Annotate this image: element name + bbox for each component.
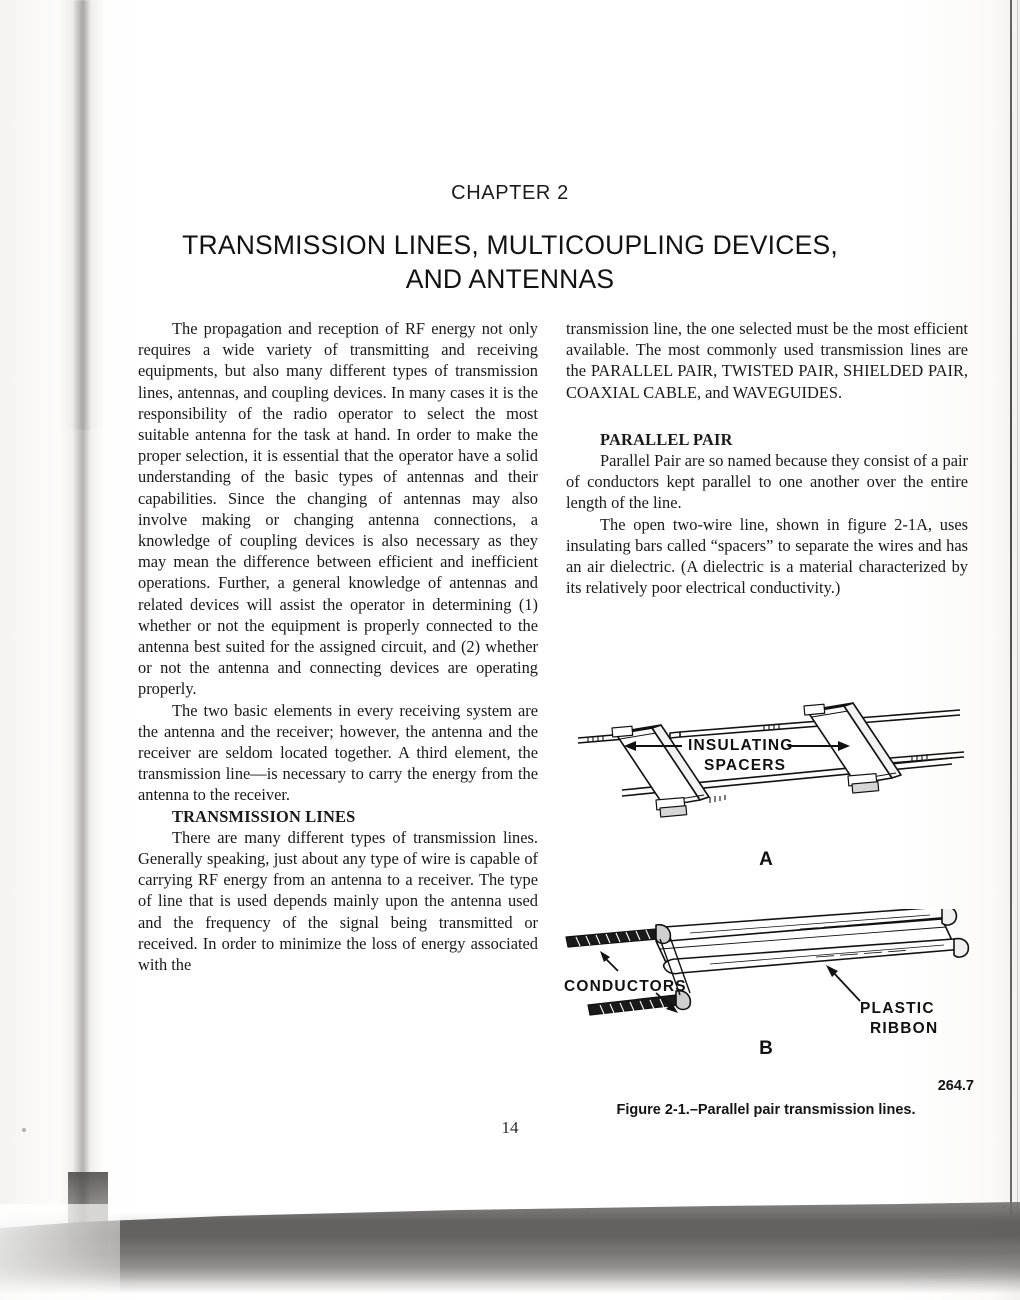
left-paragraph-1: The propagation and reception of RF energy not only requires a wide variety of transmitting and receiving equipments, but also many different types of transmission lines, antennas, and coupling devices. In many cases it is the responsibility of the radio operator to select the most suitable antenna for the task at hand. In order to make the proper selection, it is essential that the operator have a solid understanding of the basic types of antennas and their capabilities. Since the changing of antennas may also involve making or changing antenna connections, a knowledge of coupling devices is also necessary as they may mean the difference between efficient and inefficient operations. Further, a general knowledge of antennas and related devices will assist the operator in determining (1) whether or not the equipment is properly connected to the antenna best suited for the assigned circuit, and (2) whether or not the antenna and connecting devices are operating properly. [138,319,538,699]
figure-caption: Figure 2-1.–Parallel pair transmission lines. [616,1102,916,1118]
page-title-line-1: TRANSMISSION LINES, MULTICOUPLING DEVICES, [182,230,838,260]
figure-2-1-part-a-illustration [560,700,972,848]
left-column [138,318,538,975]
chapter-label: CHAPTER 2 [451,182,569,204]
figure-2-1-part-b-illustration [560,909,972,1049]
page-number: 14 [501,1118,519,1137]
left-paragraph-2: The two basic elements in every receiving system are the antenna and the receiver; however, the antenna and the receiver are seldom located together. A third element, the transmission line—is necessary to carry the energy from the antenna to the receiver. [138,700,538,805]
plastic-ribbon-label-line-2: RIBBON [870,1020,939,1037]
conductors-label: CONDUCTORS [564,978,687,995]
scan-speck [860,1240,863,1243]
figure-part-a-letter: A [759,849,773,870]
page-title [0,228,1020,296]
right-paragraph-1: transmission line, the one selected must be the most efficient available. The most commonly used transmission lines are the PARALLEL PAIR, TWISTED PAIR, SHIELDED PAIR, COAXIAL CABLE, and WAVEGUIDES. [566,319,968,402]
scan-speck [1003,1205,1006,1208]
page-title-line-2: AND ANTENNAS [405,264,615,294]
right-column [566,318,968,598]
plastic-ribbon-label-line-1: PLASTIC [860,1000,935,1017]
figure-2-1 [560,700,972,1060]
right-paragraph-2: Parallel Pair are so named because they consist of a pair of conductors kept parallel to one another over the entire length of the line. [566,451,968,513]
callout-arrow-right [788,741,850,751]
right-section-heading: PARALLEL PAIR [600,429,733,449]
insulating-spacers-label-line-2: SPACERS [704,757,787,774]
plastic-ribbon-callout [826,965,938,1037]
left-section-heading: TRANSMISSION LINES [172,806,356,826]
figure-part-b-letter: B [759,1038,773,1059]
right-paragraph-3: The open two-wire line, shown in figure 2-1A, uses insulating bars called “spacers” to separate the wires and has an air dielectric. (A dielectric is a material characterized by its relatively poor electrical conductivity.) [566,514,968,598]
scan-shadow-bottom-streaks [0,1182,1020,1300]
insulating-spacers-label-line-1: INSULATING [688,737,794,754]
scan-corner-highlight [0,1204,120,1300]
figure-credit: 264.7 [937,1078,974,1094]
left-paragraph-3: There are many different types of transmission lines. Generally speaking, just about any type of wire is capable of carrying RF energy from an antenna to a receiver. The type of line that is used depends mainly upon the antenna used and the frequency of the signal being transmitted or received. In order to minimize the loss of energy associated with the [138,827,538,975]
scan-speck [22,1128,26,1132]
